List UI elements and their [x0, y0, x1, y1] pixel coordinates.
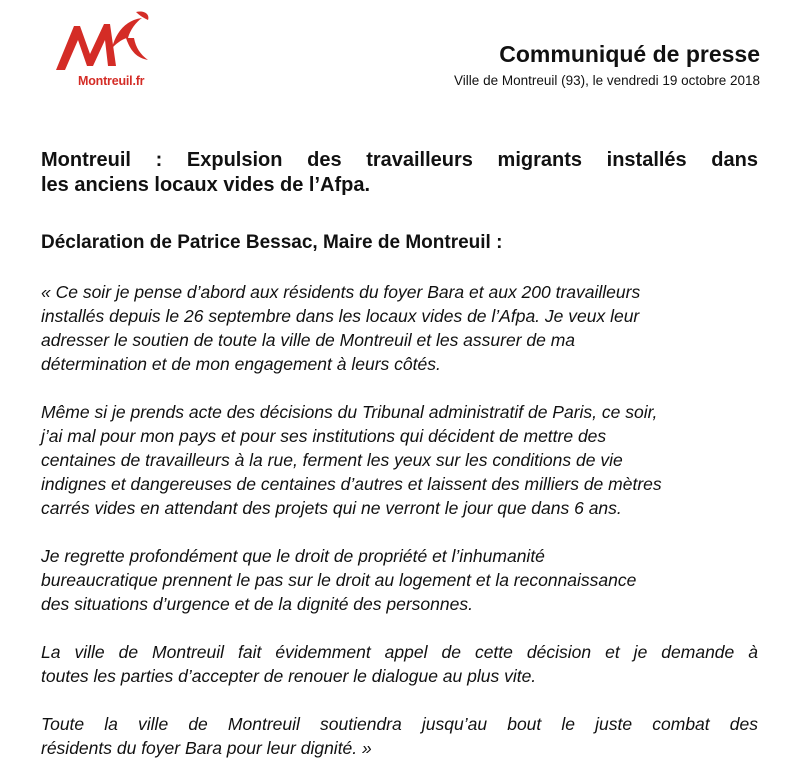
headline-line: Montreuil : Expulsion des travailleurs migrants installés dans: [41, 149, 758, 171]
dateline: Ville de Montreuil (93), le vendredi 19 octobre 2018: [454, 73, 760, 88]
montreuil-logo: [50, 8, 162, 90]
text-line: « Ce soir je pense d’abord aux résidents du foyer Bara et aux 200 travailleurs: [41, 282, 641, 302]
text-line: adresser le soutien de toute la ville de Montreuil et les assurer de ma: [41, 330, 576, 350]
paragraph: [41, 280, 758, 376]
paragraph: [41, 640, 758, 688]
paragraph: [41, 400, 758, 520]
paragraph: [41, 544, 758, 616]
press-release-body: [41, 148, 758, 760]
text-line: carrés vides en attendant des projets qui ne verront le jour que dans 6 ans.: [41, 498, 622, 518]
press-release-title: Communiqué de presse: [499, 41, 760, 67]
text-line: indignes et dangereuses de centaines d’autres et laissent des milliers de mètres: [41, 474, 662, 494]
montreuil-m-logo-icon: [50, 8, 162, 78]
text-line: installés depuis le 26 septembre dans les locaux vides de l’Afpa. Je veux leur: [41, 306, 640, 326]
text-line: Toute la ville de Montreuil soutiendra jusqu’au bout le juste combat des: [41, 714, 758, 734]
text-line: toutes les parties d’accepter de renouer le dialogue au plus vite.: [41, 666, 537, 686]
logo-wordmark: Montreuil.fr: [78, 74, 145, 88]
paragraph: [41, 712, 758, 760]
headline: [41, 148, 758, 198]
press-header: [454, 40, 760, 91]
text-line: j’ai mal pour mon pays et pour ses institutions qui décident de mettre des: [41, 426, 607, 446]
text-line: détermination et de mon engagement à leurs côtés.: [41, 354, 441, 374]
text-line: bureaucratique prennent le pas sur le droit au logement et la reconnaissance: [41, 570, 637, 590]
text-line: centaines de travailleurs à la rue, ferment les yeux sur les conditions de vie: [41, 450, 623, 470]
text-line: résidents du foyer Bara pour leur dignité. »: [41, 738, 372, 758]
text-line: Même si je prends acte des décisions du Tribunal administratif de Paris, ce soir,: [41, 402, 658, 422]
declaration-heading: Déclaration de Patrice Bessac, Maire de Montreuil :: [41, 232, 503, 253]
text-line: La ville de Montreuil fait évidemment appel de cette décision et je demande à: [41, 642, 758, 662]
text-line: des situations d’urgence et de la dignité des personnes.: [41, 594, 473, 614]
text-line: Je regrette profondément que le droit de propriété et l’inhumanité: [41, 546, 545, 566]
headline-line: les anciens locaux vides de l’Afpa.: [41, 174, 371, 196]
